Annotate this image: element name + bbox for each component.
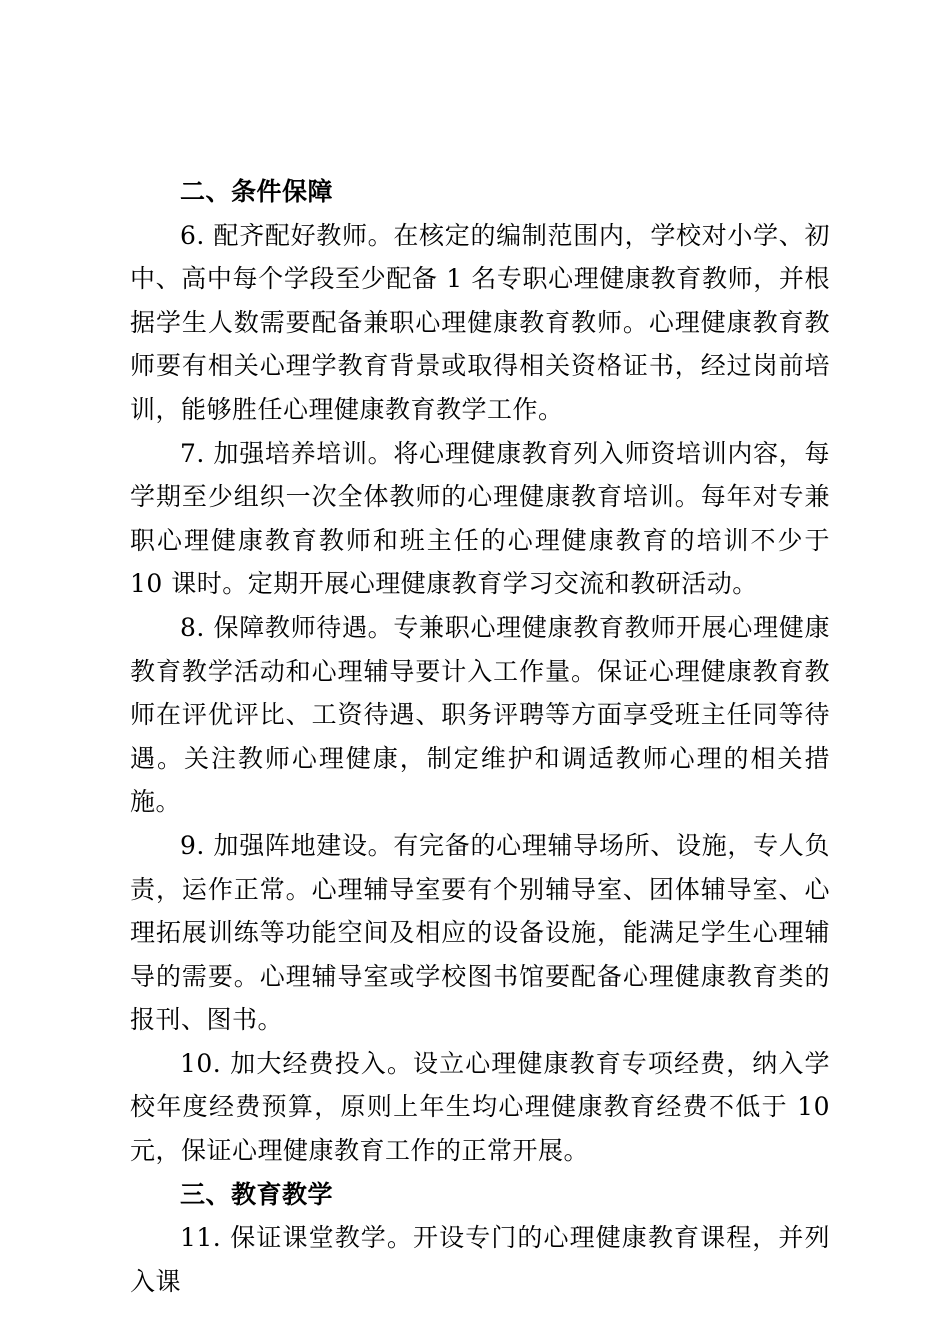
section-heading-teaching: 三、教育教学 <box>180 1179 334 1209</box>
paragraph-item-8: 8. 保障教师待遇。专兼职心理健康教育教师开展心理健康教育教学活动和心理辅导要计入工作量。保证心理健康教育教师在评优评比、工资待遇、职务评聘等方面享受班主任同等待遇。关注教师心理健康，制定维护和调适教师心理的相关措施。 <box>130 612 830 817</box>
section-heading-conditions: 二、条件保障 <box>180 177 334 206</box>
document-page <box>130 170 830 1303</box>
paragraph-item-6: 6. 配齐配好教师。在核定的编制范围内，学校对小学、初中、高中每个学段至少配备 1 名专职心理健康教育教师，并根据学生人数需要配备兼职心理健康教育教师。心理健康教育教师要有相关心理学教育背景或取得相关资格证书，经过岗前培训，能够胜任心理健康教育教学工作。 <box>130 220 830 424</box>
paragraph-item-11: 11. 保证课堂教学。开设专门的心理健康教育课程，并列入课 <box>130 1223 830 1296</box>
paragraph-item-9: 9. 加强阵地建设。有完备的心理辅导场所、设施，专人负责，运作正常。心理辅导室要有个别辅导室、团体辅导室、心理拓展训练等功能空间及相应的设备设施，能满足学生心理辅导的需要。心理辅导室或学校图书馆要配备心理健康教育类的报刊、图书。 <box>130 830 830 1035</box>
paragraph-item-10: 10. 加大经费投入。设立心理健康教育专项经费，纳入学校年度经费预算，原则上年生均心理健康教育经费不低于 10 元，保证心理健康教育工作的正常开展。 <box>130 1048 830 1166</box>
paragraph-item-7: 7. 加强培养培训。将心理健康教育列入师资培训内容，每学期至少组织一次全体教师的心理健康教育培训。每年对专兼职心理健康教育教师和班主任的心理健康教育的培训不少于 10 课时。定期开展心理健康教育学习交流和教研活动。 <box>130 438 830 599</box>
